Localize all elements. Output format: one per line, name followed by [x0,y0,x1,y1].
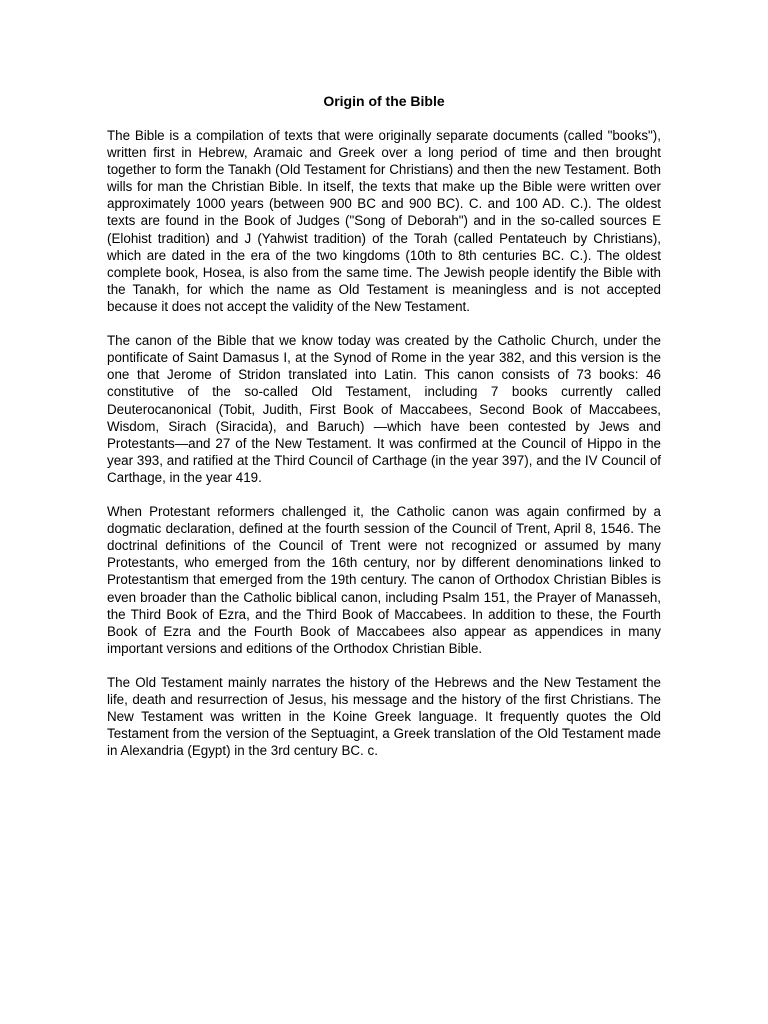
paragraph-1: The Bible is a compilation of texts that were originally separate documents (called "books"), written first in Hebrew, Aramaic and Greek over a long period of time and then brought together to form the Tanakh (Old Testament for Christians) and then the new Testament. Both wills for man the Christian Bible. In itself, the texts that make up the Bible were written over approximately 1000 years (between 900 BC and 900 BC). C. and 100 AD. C.). The oldest texts are found in the Book of Judges ("Song of Deborah") and in the so-called sources E (Elohist tradition) and J (Yahwist tradition) of the Torah (called Pentateuch by Christians), which are dated in the era of the two kingdoms (10th to 8th centuries BC. C.). The oldest complete book, Hosea, is also from the same time. The Jewish people identify the Bible with the Tanakh, for which the name as Old Testament is meaningless and is not accepted because it does not accept the validity of the New Testament. [107,128,661,314]
paragraph-4: The Old Testament mainly narrates the history of the Hebrews and the New Testament the life, death and resurrection of Jesus, his message and the history of the first Christians. The New Testament was written in the Koine Greek language. It frequently quotes the Old Testament from the version of the Septuagint, a Greek translation of the Old Testament made in Alexandria (Egypt) in the 3rd century BC. c. [107,675,661,759]
document-body [107,127,661,777]
document-title: Origin of the Bible [323,93,445,109]
paragraph-3: When Protestant reformers challenged it, the Catholic canon was again confirmed by a dogmatic declaration, defined at the fourth session of the Council of Trent, April 8, 1546. The doctrinal definitions of the Council of Trent were not recognized or assumed by many Protestants, who emerged from the 16th century, nor by different denominations linked to Protestantism that emerged from the 19th century. The canon of Orthodox Christian Bibles is even broader than the Catholic biblical canon, including Psalm 151, the Prayer of Manasseh, the Third Book of Ezra, and the Third Book of Maccabees. In addition to these, the Fourth Book of Ezra and the Fourth Book of Maccabees also appear as appendices in many important versions and editions of the Orthodox Christian Bible. [107,504,661,656]
paragraph-2: The canon of the Bible that we know today was created by the Catholic Church, under the pontificate of Saint Damasus I, at the Synod of Rome in the year 382, and this version is the one that Jerome of Stridon translated into Latin. This canon consists of 73 books: 46 constitutive of the so-called Old Testament, including 7 books currently called Deuterocanonical (Tobit, Judith, First Book of Maccabees, Second Book of Maccabees, Wisdom, Sirach (Siracida), and Baruch) —which have been contested by Jews and Protestants—and 27 of the New Testament. It was confirmed at the Council of Hippo in the year 393, and ratified at the Third Council of Carthage (in the year 397), and the IV Council of Carthage, in the year 419. [107,333,661,485]
